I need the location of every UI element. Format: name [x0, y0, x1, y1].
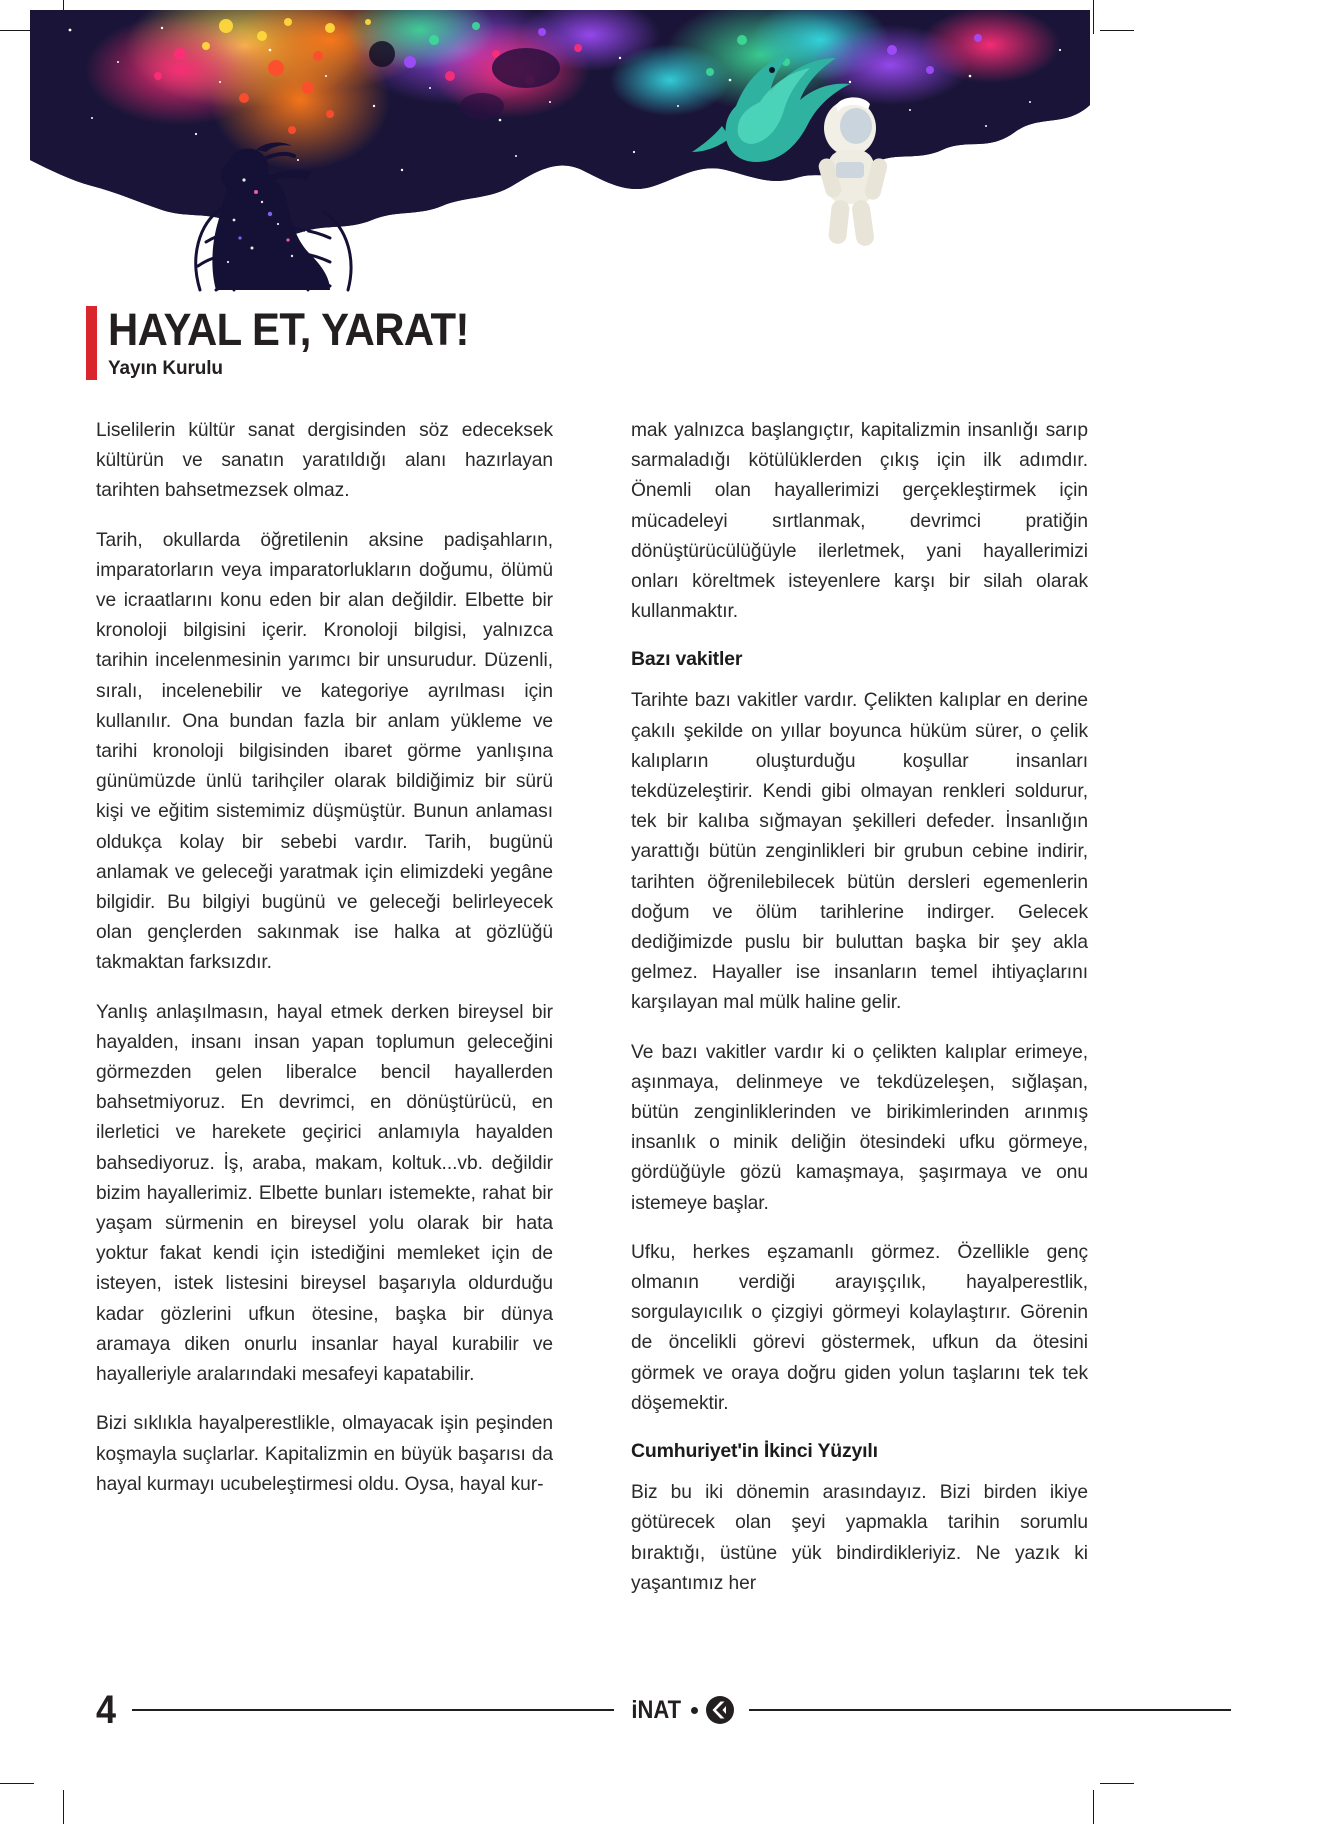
crop-mark-bottom-right-h: [1100, 1783, 1134, 1784]
nebula-cloud: [30, 10, 1090, 310]
paragraph: Tarihte bazı vakitler vardır. Çelikten kalıplar en derine çakılı şekilde on yıllar boyunca hüküm sürer, o çelik kalıpların oluşturduğu koşullar insanları tekdüzeleştirir. Kendi gibi olmayan renkleri soldurur, tek bir kalıba sığmayan şekilleri defeder. İnsanlığın yarattığı bütün zenginlikleri bir grubun cebine indirir, tarihten öğrenilebilecek bütün dersleri egemenlerin doğum ve ölüm tarihlerine indirger. Gelecek dediğimizde puslu bir buluttan başka bir şey akla gelmez. Hayaller ise insanların temel ihtiyaçlarını karşılayan mal mülk haline gelir.: [631, 690, 1088, 1014]
paragraph: Ve bazı vakitler vardır ki o çelikten kalıplar erimeye, aşınmaya, delinmeye ve tekdüzeleşen, sığlaşan, bütün zenginliklerinden ve birikimlerinden arınmış insanlık o minik deliğin ötesindeki ufku görmeye, gördüğüyle gözü kamaşmaya, şaşırmaya ve onu istemeye başlar.: [631, 1041, 1088, 1214]
page-title: HAYAL ET, YARAT!: [108, 304, 469, 355]
crop-mark-bottom-left-h: [0, 1783, 34, 1784]
brand-name: iNAT: [631, 1695, 681, 1724]
paragraph: Liselilerin kültür sanat dergisinden söz edeceksek kültürün ve sanatın yaratıldığı alanı hazırlayan tarihten bahsetmezsek olmaz.: [96, 420, 553, 502]
title-row: [86, 306, 606, 380]
article-body: [96, 416, 1231, 1599]
paragraph: mak yalnızca başlangıçtır, kapitalizmin insanlığı sarıp sarmaladığı kötülüklerden çıkış için ilk adımdır. Önemli olan hayallerimizi gerçekleştirmek için mücadeleyi sırtlanmak, devrimci pratiğin dönüştürücülüğüyle ilerletmek, yani hayallerimizi onları köreltmek isteyenlere karşı bir silah olarak kullanmaktır.: [631, 420, 1088, 623]
hero-illustration: [30, 10, 1090, 310]
footer-rule-left: [132, 1709, 614, 1711]
crop-mark-bottom-right-v: [1093, 1790, 1094, 1824]
brand-separator-dot: [691, 1707, 698, 1714]
inat-logo-icon: [705, 1695, 735, 1725]
paragraph: Biz bu iki dönemin arasındayız. Bizi birden ikiye götürecek olan şeyi yapmakla tarihin sorumlu bıraktığı, üstüne yük bindirdikleriyiz. Ne yazık ki yaşantımız her: [631, 1482, 1088, 1594]
page-footer: [96, 1690, 1231, 1730]
title-texts: [108, 306, 496, 380]
title-accent-bar: [86, 306, 97, 380]
article-title-block: [86, 306, 606, 380]
paragraph: Tarih, okullarda öğretilenin aksine padişahların, imparatorların veya imparatorlukların doğumu, ölümü ve icraatlarını konu eden bir alan değildir. Elbette bir kronoloji bilgisini içerir. Kronoloji bilgisi, yalnızca tarihin incelenmesinin yarımcı bir unsurudur. Düzenli, sıralı, incelenebilir ve kategoriye ayrılması için kullanılır. Ona bundan fazla bir anlam yükleme ve tarihi kronoloji bilgisinden ibaret görme yanlışına günümüzde ünlü tarihçiler olarak bildiğimiz bir sürü kişi ve eğitim sistemimiz düşmüştür. Bunun anlaması oldukça kolay bir sebebi vardır. Tarih, bugünü anlamak ve geleceği yaratmak için elimizdeki yegâne bilgidir. Bu bilgiyi bugünü ve geleceği belirleyecek olan gençlerden sakınmak ise halka at gözlüğü takmaktan farksızdır.: [96, 529, 553, 974]
crop-mark-top-left-h: [0, 30, 34, 31]
crop-mark-bottom-left-v: [63, 1790, 64, 1824]
paragraph: Ufku, herkes eşzamanlı görmez. Özellikle genç olmanın verdiği arayışçılık, hayalperestlik, sorgulayıcılık o çizgiyi görmeyi kolaylaştırır. Görenin de öncelikli görevi göstermek, ufkun da ötesini görmek ve oraya doğru giden yolun taşlarını tek tek döşemektir.: [631, 1241, 1088, 1414]
article-byline: Yayın Kurulu: [108, 358, 223, 380]
left-column: [96, 416, 553, 1599]
paragraph: Yanlış anlaşılmasın, hayal etmek derken bireysel bir hayalden, insanı insan yapan toplumun geleceğini görmezden gelen liberalce bencil hayallerden bahsetmiyoruz. En devrimci, en dönüştürücü, en ilerletici ve harekete geçirici anlamıyla hayalden bahsediyoruz. İş, araba, makam, koltuk...vb. değildir bizim hayallerimiz. Elbette bunları istemekte, rahat bir yaşam sürmenin en bireysel yolu olarak bir hata yoktur fakat kendi için istediğini memleket için de isteyen, istek listesini bireysel başarıyla oldurduğu kadar gözlerini ufkun ötesine, başka bir dünya aramaya diken onurlu insanlar hayal kurabilir ve hayalleriyle aralarındaki mesafeyi kapatabilir.: [96, 1001, 553, 1386]
right-column: [631, 416, 1088, 1599]
section-heading: Bazı vakitler: [631, 648, 743, 671]
brand-lockup: [614, 1695, 749, 1725]
hero-artwork-svg: [30, 10, 1090, 310]
section-heading: Cumhuriyet'in İkinci Yüzyılı: [631, 1440, 878, 1463]
page-number: 4: [96, 1688, 117, 1732]
paragraph: Bizi sıklıkla hayalperestlikle, olmayacak işin peşinden koşmayla suçlarlar. Kapitalizmin en büyük başarısı da hayal kurmayı ucubeleştirmesi oldu. Oysa, hayal kur-: [96, 1413, 553, 1495]
crop-mark-top-right-h: [1100, 30, 1134, 31]
footer-rule-right: [749, 1709, 1231, 1711]
crop-mark-top-right-v: [1093, 0, 1094, 34]
